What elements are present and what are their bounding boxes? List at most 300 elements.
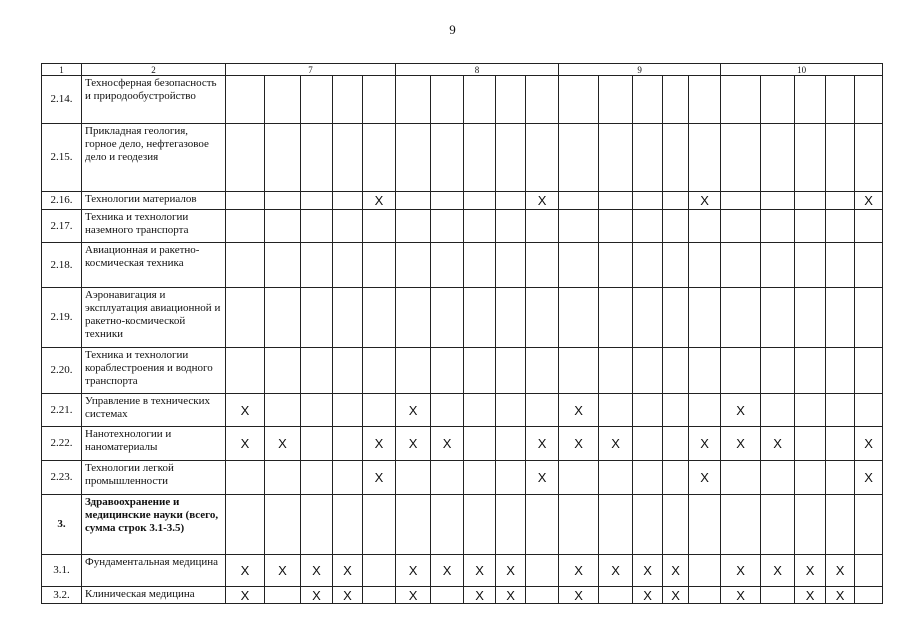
row-number: 2.14. bbox=[42, 76, 82, 124]
mark-cell: X bbox=[464, 555, 496, 587]
mark-cell bbox=[826, 427, 855, 461]
mark-cell bbox=[795, 210, 826, 243]
table-row bbox=[42, 76, 883, 124]
table-row bbox=[42, 394, 883, 427]
mark-cell bbox=[826, 76, 855, 124]
row-number: 3.1. bbox=[42, 555, 82, 587]
mark-cell bbox=[633, 210, 663, 243]
mark-cell bbox=[663, 210, 689, 243]
mark-cell bbox=[689, 495, 721, 555]
mark-cell bbox=[464, 124, 496, 192]
mark-cell bbox=[265, 76, 301, 124]
mark-cell bbox=[663, 495, 689, 555]
mark-cell bbox=[559, 461, 599, 495]
row-name: Фундаментальная медицина bbox=[82, 555, 226, 587]
mark-cell bbox=[689, 394, 721, 427]
mark-cell bbox=[265, 394, 301, 427]
row-name: Техника и технологии наземного транспорта bbox=[82, 210, 226, 243]
mark-cell bbox=[396, 348, 431, 394]
mark-cell bbox=[855, 495, 883, 555]
mark-cell bbox=[663, 348, 689, 394]
mark-cell: X bbox=[663, 587, 689, 604]
mark-cell bbox=[855, 348, 883, 394]
mark-cell bbox=[226, 288, 265, 348]
mark-cell bbox=[226, 210, 265, 243]
mark-cell: X bbox=[464, 587, 496, 604]
mark-cell bbox=[761, 461, 795, 495]
row-name: Авиационная и ракетно-космическая техника bbox=[82, 243, 226, 288]
mark-cell bbox=[431, 587, 464, 604]
mark-cell: X bbox=[363, 461, 396, 495]
row-number: 2.22. bbox=[42, 427, 82, 461]
mark-cell bbox=[633, 76, 663, 124]
mark-cell bbox=[431, 394, 464, 427]
mark-cell bbox=[496, 461, 526, 495]
mark-cell: X bbox=[396, 427, 431, 461]
mark-cell bbox=[599, 394, 633, 427]
mark-cell bbox=[496, 495, 526, 555]
mark-cell bbox=[226, 495, 265, 555]
mark-cell: X bbox=[363, 427, 396, 461]
mark-cell bbox=[721, 210, 761, 243]
mark-cell: X bbox=[855, 192, 883, 210]
mark-cell bbox=[663, 461, 689, 495]
header-group-7: 7 bbox=[226, 64, 396, 76]
mark-cell bbox=[633, 348, 663, 394]
mark-cell: X bbox=[431, 555, 464, 587]
mark-cell bbox=[301, 243, 333, 288]
mark-cell: X bbox=[431, 427, 464, 461]
mark-cell bbox=[464, 348, 496, 394]
mark-cell bbox=[464, 461, 496, 495]
mark-cell bbox=[363, 348, 396, 394]
mark-cell: X bbox=[855, 427, 883, 461]
mark-cell bbox=[721, 124, 761, 192]
mark-cell bbox=[721, 192, 761, 210]
mark-cell bbox=[689, 348, 721, 394]
mark-cell: X bbox=[265, 427, 301, 461]
mark-cell bbox=[795, 348, 826, 394]
mark-cell bbox=[721, 495, 761, 555]
mark-cell bbox=[333, 461, 363, 495]
mark-cell bbox=[431, 243, 464, 288]
mark-cell bbox=[526, 210, 559, 243]
mark-cell bbox=[633, 124, 663, 192]
mark-cell bbox=[663, 243, 689, 288]
mark-cell bbox=[795, 495, 826, 555]
table-row bbox=[42, 288, 883, 348]
mark-cell: X bbox=[795, 555, 826, 587]
mark-cell: X bbox=[721, 394, 761, 427]
mark-cell: X bbox=[855, 461, 883, 495]
mark-cell bbox=[633, 243, 663, 288]
mark-cell: X bbox=[301, 587, 333, 604]
mark-cell bbox=[265, 495, 301, 555]
header-group-9: 9 bbox=[559, 64, 721, 76]
row-name: Управление в технических системах bbox=[82, 394, 226, 427]
mark-cell bbox=[526, 587, 559, 604]
mark-cell bbox=[826, 192, 855, 210]
row-name: Техносферная безопасность и природообустройство bbox=[82, 76, 226, 124]
mark-cell: X bbox=[396, 394, 431, 427]
mark-cell bbox=[663, 394, 689, 427]
mark-cell: X bbox=[226, 555, 265, 587]
mark-cell bbox=[363, 76, 396, 124]
mark-cell: X bbox=[363, 192, 396, 210]
mark-cell bbox=[333, 288, 363, 348]
mark-cell: X bbox=[526, 461, 559, 495]
mark-cell bbox=[333, 348, 363, 394]
mark-cell: X bbox=[689, 427, 721, 461]
mark-cell bbox=[526, 495, 559, 555]
mark-cell bbox=[526, 394, 559, 427]
row-name: Технологии материалов bbox=[82, 192, 226, 210]
mark-cell bbox=[496, 76, 526, 124]
mark-cell: X bbox=[226, 587, 265, 604]
row-name: Клиническая медицина bbox=[82, 587, 226, 604]
mark-cell bbox=[855, 587, 883, 604]
mark-cell bbox=[301, 124, 333, 192]
table-row bbox=[42, 192, 883, 210]
mark-cell: X bbox=[226, 427, 265, 461]
mark-cell: X bbox=[265, 555, 301, 587]
mark-cell bbox=[795, 124, 826, 192]
mark-cell bbox=[826, 348, 855, 394]
mark-cell bbox=[526, 348, 559, 394]
mark-cell bbox=[363, 394, 396, 427]
page-number: 9 bbox=[449, 22, 456, 37]
mark-cell bbox=[559, 124, 599, 192]
table-row bbox=[42, 348, 883, 394]
mark-cell bbox=[855, 210, 883, 243]
mark-cell bbox=[301, 427, 333, 461]
table-row bbox=[42, 587, 883, 604]
mark-cell bbox=[226, 348, 265, 394]
mark-cell bbox=[363, 587, 396, 604]
mark-cell bbox=[689, 555, 721, 587]
mark-cell bbox=[689, 76, 721, 124]
mark-cell bbox=[689, 288, 721, 348]
mark-cell bbox=[559, 76, 599, 124]
mark-cell: X bbox=[633, 555, 663, 587]
row-number: 2.18. bbox=[42, 243, 82, 288]
mark-cell bbox=[795, 427, 826, 461]
mark-cell bbox=[599, 495, 633, 555]
mark-cell bbox=[496, 210, 526, 243]
mark-cell: X bbox=[826, 555, 855, 587]
mark-cell bbox=[526, 243, 559, 288]
mark-cell bbox=[663, 124, 689, 192]
mark-cell bbox=[396, 210, 431, 243]
mark-cell bbox=[559, 210, 599, 243]
mark-cell: X bbox=[333, 587, 363, 604]
row-name: Нанотехнологии и наноматериалы bbox=[82, 427, 226, 461]
mark-cell bbox=[301, 76, 333, 124]
mark-cell bbox=[559, 288, 599, 348]
mark-cell bbox=[333, 210, 363, 243]
row-number: 2.16. bbox=[42, 192, 82, 210]
mark-cell: X bbox=[333, 555, 363, 587]
mark-cell bbox=[333, 427, 363, 461]
mark-cell bbox=[496, 394, 526, 427]
row-number: 2.21. bbox=[42, 394, 82, 427]
mark-cell bbox=[721, 288, 761, 348]
mark-cell bbox=[265, 587, 301, 604]
mark-cell: X bbox=[396, 587, 431, 604]
mark-cell: X bbox=[663, 555, 689, 587]
mark-cell bbox=[496, 243, 526, 288]
mark-cell bbox=[496, 348, 526, 394]
mark-cell bbox=[431, 461, 464, 495]
table-row bbox=[42, 495, 883, 555]
mark-cell bbox=[761, 76, 795, 124]
row-name: Технологии легкой промышленности bbox=[82, 461, 226, 495]
table-row bbox=[42, 124, 883, 192]
mark-cell bbox=[363, 124, 396, 192]
mark-cell bbox=[226, 243, 265, 288]
mark-cell bbox=[265, 288, 301, 348]
mark-cell bbox=[431, 348, 464, 394]
mark-cell: X bbox=[795, 587, 826, 604]
mark-cell bbox=[431, 192, 464, 210]
mark-cell bbox=[396, 76, 431, 124]
data-table bbox=[41, 63, 883, 604]
mark-cell bbox=[761, 587, 795, 604]
mark-cell: X bbox=[599, 555, 633, 587]
mark-cell bbox=[464, 427, 496, 461]
mark-cell bbox=[301, 192, 333, 210]
header-row bbox=[42, 64, 883, 76]
mark-cell bbox=[559, 192, 599, 210]
mark-cell bbox=[795, 192, 826, 210]
mark-cell bbox=[265, 192, 301, 210]
mark-cell bbox=[526, 555, 559, 587]
mark-cell bbox=[599, 210, 633, 243]
mark-cell bbox=[855, 394, 883, 427]
mark-cell bbox=[333, 394, 363, 427]
mark-cell bbox=[333, 243, 363, 288]
mark-cell bbox=[431, 76, 464, 124]
mark-cell bbox=[333, 192, 363, 210]
mark-cell bbox=[855, 124, 883, 192]
mark-cell bbox=[855, 76, 883, 124]
mark-cell bbox=[265, 210, 301, 243]
mark-cell bbox=[721, 76, 761, 124]
mark-cell bbox=[795, 461, 826, 495]
row-name: Прикладная геология, горное дело, нефтегазовое дело и геодезия bbox=[82, 124, 226, 192]
mark-cell bbox=[663, 288, 689, 348]
mark-cell: X bbox=[761, 555, 795, 587]
mark-cell bbox=[396, 192, 431, 210]
mark-cell bbox=[496, 124, 526, 192]
mark-cell bbox=[226, 124, 265, 192]
mark-cell bbox=[301, 495, 333, 555]
mark-cell bbox=[761, 124, 795, 192]
mark-cell bbox=[333, 495, 363, 555]
mark-cell: X bbox=[496, 587, 526, 604]
header-group-8: 8 bbox=[396, 64, 559, 76]
mark-cell bbox=[826, 210, 855, 243]
row-name: Здравоохранение и медицинские науки (всего, сумма строк 3.1-3.5) bbox=[82, 495, 226, 555]
mark-cell bbox=[599, 348, 633, 394]
mark-cell bbox=[559, 348, 599, 394]
mark-cell bbox=[464, 394, 496, 427]
mark-cell bbox=[396, 288, 431, 348]
mark-cell: X bbox=[396, 555, 431, 587]
mark-cell bbox=[633, 394, 663, 427]
mark-cell bbox=[761, 394, 795, 427]
table-row bbox=[42, 210, 883, 243]
mark-cell bbox=[301, 394, 333, 427]
mark-cell bbox=[599, 461, 633, 495]
row-name: Аэронавигация и эксплуатация авиационной и ракетно-космической техники bbox=[82, 288, 226, 348]
mark-cell bbox=[396, 461, 431, 495]
mark-cell: X bbox=[301, 555, 333, 587]
mark-cell: X bbox=[721, 427, 761, 461]
mark-cell bbox=[526, 76, 559, 124]
mark-cell bbox=[826, 394, 855, 427]
mark-cell bbox=[396, 495, 431, 555]
mark-cell: X bbox=[559, 394, 599, 427]
mark-cell: X bbox=[761, 427, 795, 461]
table-row bbox=[42, 555, 883, 587]
header-col-1: 1 bbox=[42, 64, 82, 76]
mark-cell bbox=[826, 495, 855, 555]
table-row bbox=[42, 461, 883, 495]
mark-cell: X bbox=[526, 427, 559, 461]
mark-cell bbox=[761, 192, 795, 210]
mark-cell: X bbox=[633, 587, 663, 604]
mark-cell bbox=[599, 288, 633, 348]
row-number: 2.20. bbox=[42, 348, 82, 394]
mark-cell bbox=[633, 288, 663, 348]
mark-cell bbox=[464, 210, 496, 243]
mark-cell bbox=[226, 192, 265, 210]
mark-cell bbox=[301, 348, 333, 394]
mark-cell bbox=[795, 243, 826, 288]
mark-cell bbox=[689, 124, 721, 192]
mark-cell: X bbox=[526, 192, 559, 210]
mark-cell bbox=[721, 461, 761, 495]
mark-cell bbox=[363, 495, 396, 555]
mark-cell bbox=[464, 192, 496, 210]
mark-cell bbox=[496, 427, 526, 461]
mark-cell bbox=[301, 461, 333, 495]
mark-cell bbox=[496, 192, 526, 210]
mark-cell: X bbox=[826, 587, 855, 604]
mark-cell bbox=[795, 76, 826, 124]
table-row bbox=[42, 243, 883, 288]
mark-cell bbox=[633, 461, 663, 495]
mark-cell bbox=[464, 288, 496, 348]
mark-cell: X bbox=[721, 587, 761, 604]
mark-cell: X bbox=[689, 461, 721, 495]
mark-cell bbox=[396, 124, 431, 192]
mark-cell: X bbox=[559, 427, 599, 461]
mark-cell bbox=[265, 124, 301, 192]
mark-cell bbox=[855, 243, 883, 288]
mark-cell bbox=[301, 210, 333, 243]
mark-cell bbox=[761, 243, 795, 288]
mark-cell bbox=[333, 76, 363, 124]
mark-cell bbox=[265, 243, 301, 288]
mark-cell bbox=[633, 192, 663, 210]
mark-cell bbox=[333, 124, 363, 192]
mark-cell bbox=[599, 587, 633, 604]
mark-cell bbox=[226, 76, 265, 124]
mark-cell bbox=[363, 288, 396, 348]
mark-cell bbox=[663, 427, 689, 461]
mark-cell bbox=[795, 394, 826, 427]
mark-cell bbox=[855, 555, 883, 587]
mark-cell bbox=[663, 76, 689, 124]
row-number: 2.23. bbox=[42, 461, 82, 495]
mark-cell bbox=[599, 76, 633, 124]
mark-cell bbox=[795, 288, 826, 348]
mark-cell bbox=[633, 427, 663, 461]
mark-cell bbox=[265, 348, 301, 394]
mark-cell bbox=[559, 495, 599, 555]
mark-cell bbox=[496, 288, 526, 348]
mark-cell bbox=[721, 348, 761, 394]
mark-cell bbox=[855, 288, 883, 348]
mark-cell: X bbox=[496, 555, 526, 587]
mark-cell bbox=[226, 461, 265, 495]
mark-cell bbox=[721, 243, 761, 288]
row-number: 2.15. bbox=[42, 124, 82, 192]
row-number: 3.2. bbox=[42, 587, 82, 604]
mark-cell bbox=[363, 210, 396, 243]
mark-cell bbox=[526, 288, 559, 348]
mark-cell bbox=[826, 243, 855, 288]
mark-cell: X bbox=[599, 427, 633, 461]
mark-cell bbox=[761, 495, 795, 555]
mark-cell bbox=[599, 243, 633, 288]
mark-cell bbox=[761, 348, 795, 394]
table-row bbox=[42, 427, 883, 461]
row-number: 2.19. bbox=[42, 288, 82, 348]
mark-cell bbox=[464, 243, 496, 288]
mark-cell bbox=[464, 495, 496, 555]
mark-cell bbox=[301, 288, 333, 348]
mark-cell bbox=[826, 461, 855, 495]
mark-cell: X bbox=[559, 555, 599, 587]
mark-cell bbox=[363, 243, 396, 288]
mark-cell bbox=[464, 76, 496, 124]
mark-cell bbox=[761, 210, 795, 243]
mark-cell: X bbox=[559, 587, 599, 604]
header-col-2: 2 bbox=[82, 64, 226, 76]
mark-cell bbox=[689, 587, 721, 604]
mark-cell bbox=[663, 192, 689, 210]
mark-cell: X bbox=[226, 394, 265, 427]
mark-cell bbox=[826, 288, 855, 348]
mark-cell bbox=[526, 124, 559, 192]
mark-cell bbox=[431, 210, 464, 243]
mark-cell bbox=[761, 288, 795, 348]
mark-cell bbox=[826, 124, 855, 192]
mark-cell bbox=[265, 461, 301, 495]
mark-cell bbox=[559, 243, 599, 288]
mark-cell bbox=[599, 124, 633, 192]
mark-cell bbox=[599, 192, 633, 210]
mark-cell bbox=[431, 124, 464, 192]
row-number: 2.17. bbox=[42, 210, 82, 243]
mark-cell bbox=[689, 210, 721, 243]
mark-cell bbox=[633, 495, 663, 555]
mark-cell bbox=[396, 243, 431, 288]
mark-cell: X bbox=[689, 192, 721, 210]
